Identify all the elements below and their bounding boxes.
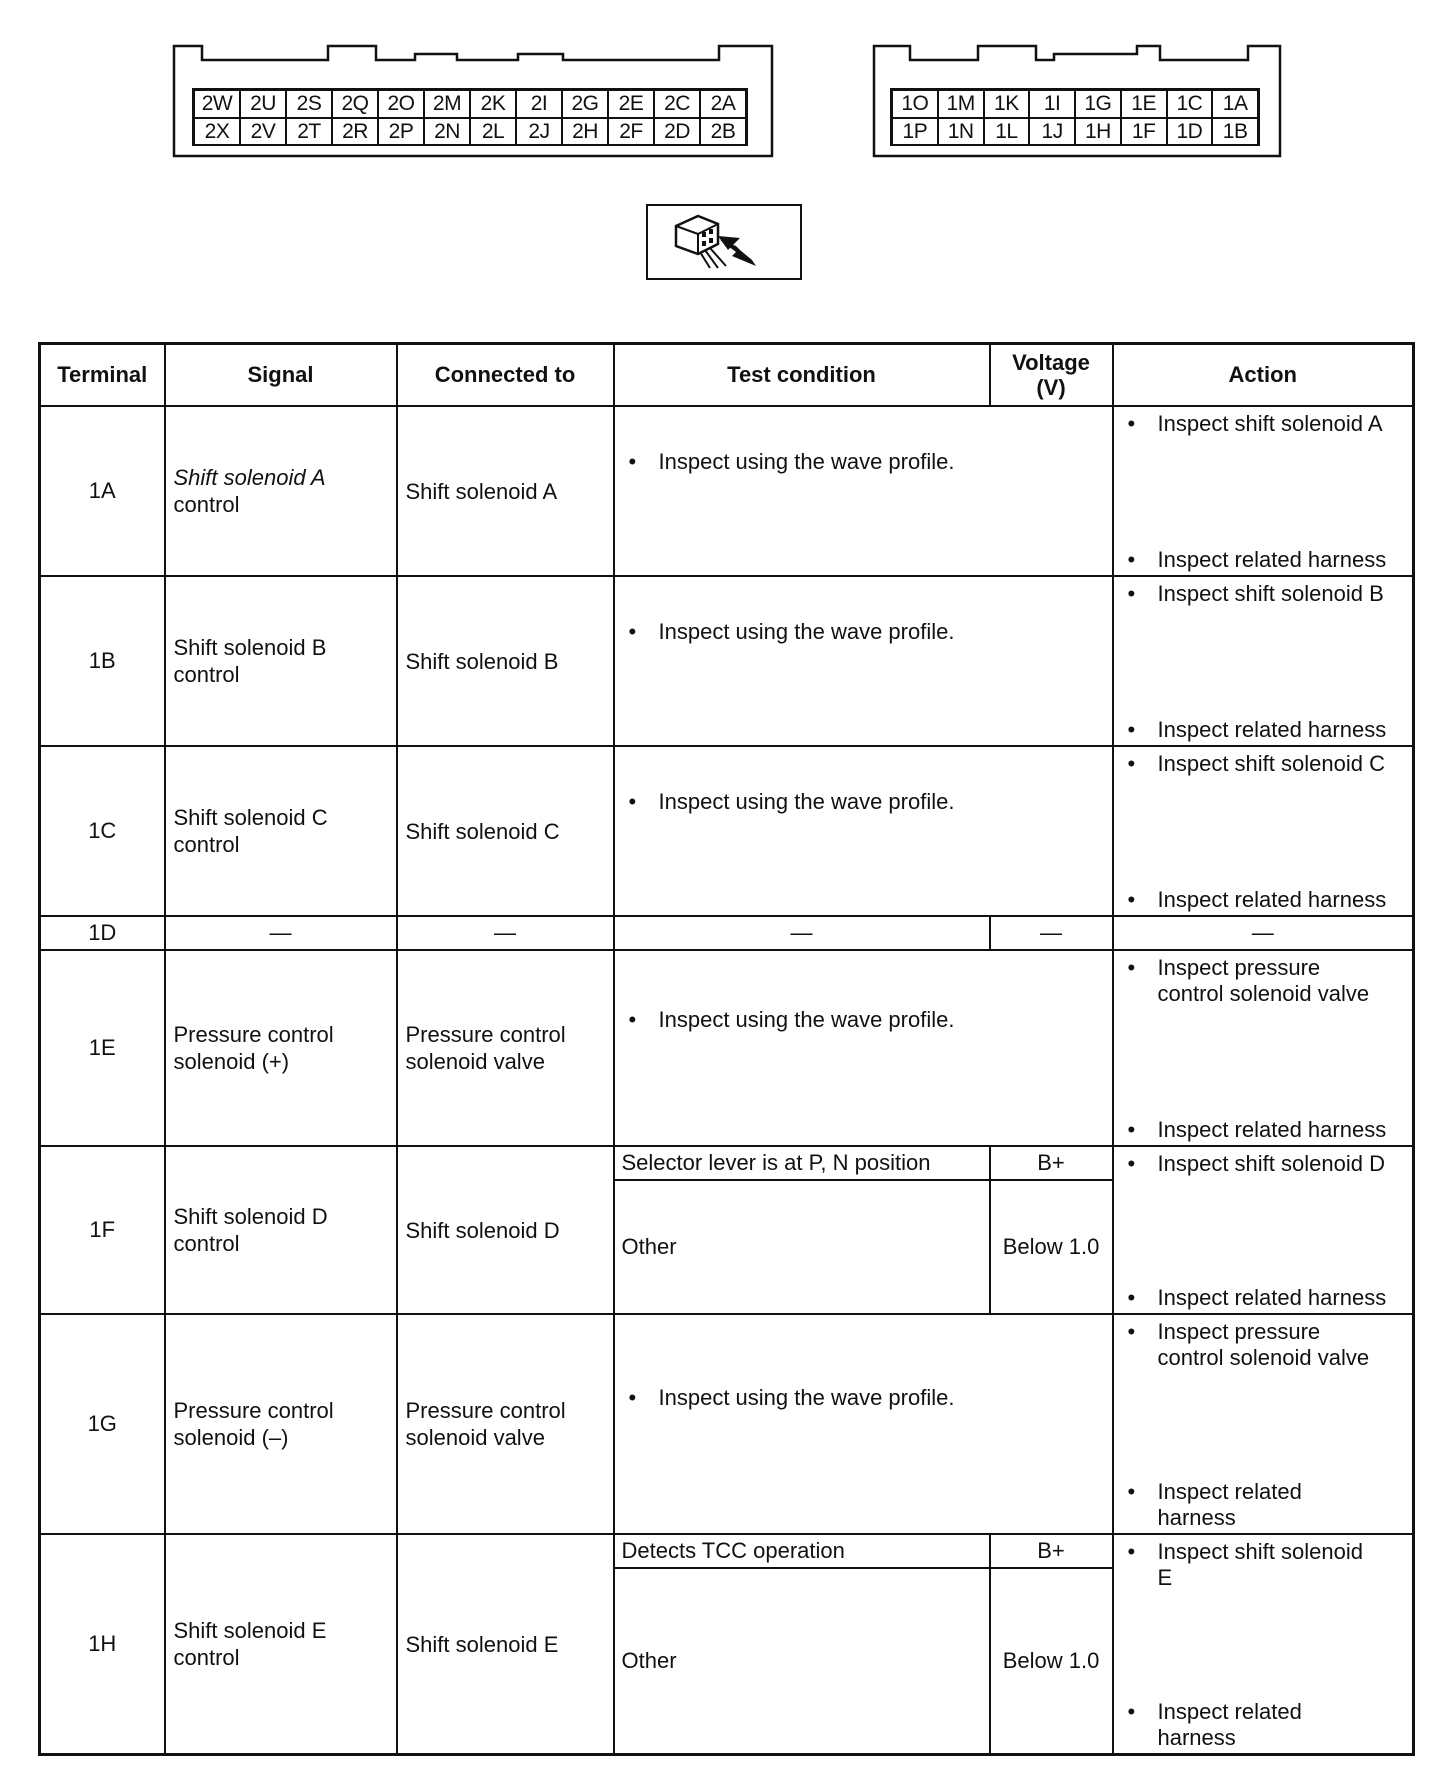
test-text: Inspect using the wave profile. (658, 1007, 955, 1032)
voltage-cell: B+ (990, 1146, 1113, 1180)
signal-line2: solenoid (+) (173, 1049, 290, 1074)
header-action: Action (1113, 344, 1414, 407)
connected-cell: Shift solenoid B (397, 576, 614, 746)
pin: 2P (378, 118, 424, 146)
action-text (1158, 1319, 1370, 1371)
test-text: Inspect using the wave profile. (658, 789, 955, 814)
connected-cell (397, 950, 614, 1146)
pin: 2R (332, 118, 378, 146)
terminal-voltage-table (38, 342, 1415, 1756)
table-header-row (40, 344, 1414, 407)
action-text: Inspect related harness (1157, 887, 1387, 912)
bullet-icon: • (628, 1007, 637, 1032)
action-item (1114, 1535, 1413, 1591)
signal-cell (165, 950, 397, 1146)
terminal-cell: 1C (40, 746, 165, 916)
pin: 1N (938, 118, 984, 146)
connected-cell: Shift solenoid D (397, 1146, 614, 1314)
table-row (40, 406, 1414, 576)
pin: 1E (1121, 90, 1167, 118)
harness-side-view-icon (646, 204, 802, 280)
connector-1-diagram (872, 44, 1282, 158)
action-text: Inspect related harness (1157, 547, 1387, 572)
pin: 1B (1212, 118, 1258, 146)
bullet-icon: • (1127, 581, 1136, 606)
pin: 2X (194, 118, 240, 146)
pin: 1J (1029, 118, 1075, 146)
bullet-icon: • (1127, 955, 1136, 980)
pin: 2H (562, 118, 608, 146)
pin: 1C (1167, 90, 1213, 118)
signal-line1: Shift solenoid C (173, 805, 328, 830)
bullet-icon: • (1127, 1699, 1136, 1724)
terminal-cell: 1B (40, 576, 165, 746)
terminal-cell: 1F (40, 1146, 165, 1314)
action-item (1114, 1475, 1413, 1533)
signal-line1: Shift solenoid E (173, 1618, 327, 1643)
table-row (40, 916, 1414, 950)
condition-cell: Detects TCC operation (614, 1534, 990, 1568)
header-voltage-line2: (V) (1036, 375, 1066, 400)
signal-line1: Shift solenoid D (173, 1204, 328, 1229)
pin: 2F (608, 118, 654, 146)
empty-dash: — (165, 916, 397, 950)
pin: 1P (892, 118, 938, 146)
signal-cell (165, 576, 397, 746)
action-cell (1113, 950, 1414, 1146)
signal-cell (165, 406, 397, 576)
test-condition-cell (614, 1314, 1113, 1534)
terminal-cell: 1H (40, 1534, 165, 1755)
bullet-icon: • (1127, 1479, 1136, 1504)
action-cell (1113, 1534, 1414, 1755)
bullet-icon: • (628, 449, 637, 474)
condition-cell: Other (614, 1180, 990, 1314)
action-item (1114, 1315, 1413, 1371)
signal-line2: solenoid (–) (173, 1425, 289, 1450)
test-condition-cell (614, 406, 1113, 576)
action-item (1114, 713, 1413, 745)
signal-cell (165, 1146, 397, 1314)
voltage-cell: B+ (990, 1534, 1113, 1568)
signal-cell (165, 746, 397, 916)
pin: 2K (470, 90, 516, 118)
bullet-icon: • (1127, 547, 1136, 572)
voltage-cell: Below 1.0 (990, 1180, 1113, 1314)
action-line1: Inspect pressure (1157, 955, 1321, 980)
action-text (1158, 1479, 1302, 1531)
connected-cell: Shift solenoid A (397, 406, 614, 576)
signal-cell (165, 1534, 397, 1755)
connector-2-pins (192, 88, 748, 146)
test-condition-cell (614, 746, 1113, 916)
action-line1: Inspect pressure (1157, 1319, 1321, 1344)
pin: 1F (1121, 118, 1167, 146)
pin: 2M (424, 90, 470, 118)
pin: 2W (194, 90, 240, 118)
connected-line2: solenoid valve (405, 1049, 545, 1074)
header-terminal: Terminal (40, 344, 165, 407)
empty-dash: — (614, 916, 990, 950)
signal-line2: control (173, 662, 240, 687)
bullet-icon: • (628, 789, 637, 814)
pin: 1L (984, 118, 1030, 146)
bullet-icon: • (1127, 751, 1136, 776)
terminal-cell: 1A (40, 406, 165, 576)
pin: 2S (286, 90, 332, 118)
bullet-icon: • (628, 619, 637, 644)
connected-line1: Pressure control (405, 1398, 566, 1423)
bullet-icon: • (1127, 1319, 1136, 1344)
connector-probe-icon (648, 206, 800, 278)
pin: 1A (1212, 90, 1258, 118)
pin: 1D (1167, 118, 1213, 146)
test-text: Inspect using the wave profile. (658, 619, 955, 644)
action-line2: E (1157, 1565, 1173, 1590)
action-text: Inspect shift solenoid B (1157, 581, 1384, 606)
test-condition-cell (614, 950, 1113, 1146)
signal-line1: Shift solenoid B (173, 635, 327, 660)
signal-line2: control (173, 832, 240, 857)
pin: 2A (700, 90, 746, 118)
test-text: Inspect using the wave profile. (658, 449, 955, 474)
action-text: Inspect shift solenoid A (1157, 411, 1383, 436)
action-cell (1113, 576, 1414, 746)
pin: 2U (240, 90, 286, 118)
action-item (1114, 951, 1413, 1007)
table-row (40, 746, 1414, 916)
empty-dash: — (1113, 916, 1414, 950)
action-item (1114, 1113, 1413, 1145)
bullet-icon: • (1127, 887, 1136, 912)
action-text: Inspect shift solenoid D (1157, 1151, 1385, 1176)
pin: 1H (1075, 118, 1121, 146)
connected-cell: Shift solenoid E (397, 1534, 614, 1755)
bullet-icon: • (1127, 1117, 1136, 1142)
pin: 2N (424, 118, 470, 146)
action-line2: control solenoid valve (1157, 981, 1370, 1006)
action-item (1114, 407, 1413, 437)
connected-line1: Pressure control (405, 1022, 566, 1047)
pin: 1O (892, 90, 938, 118)
bullet-icon: • (1127, 1539, 1136, 1564)
table-row (40, 1314, 1414, 1534)
connected-cell: Shift solenoid C (397, 746, 614, 916)
condition-cell: Selector lever is at P, N position (614, 1146, 990, 1180)
test-condition-cell (614, 576, 1113, 746)
pin: 2T (286, 118, 332, 146)
bullet-icon: • (1127, 1151, 1136, 1176)
terminal-cell: 1E (40, 950, 165, 1146)
action-item (1114, 883, 1413, 915)
condition-cell: Other (614, 1568, 990, 1754)
action-text: Inspect related harness (1157, 1285, 1387, 1310)
connector-1-pins (890, 88, 1260, 146)
action-cell (1113, 746, 1414, 916)
terminal-cell: 1G (40, 1314, 165, 1534)
header-signal: Signal (165, 344, 397, 407)
pin: 2L (470, 118, 516, 146)
pin: 1K (984, 90, 1030, 118)
action-item (1114, 1147, 1413, 1177)
action-text (1158, 1539, 1363, 1591)
pin: 2I (516, 90, 562, 118)
pin: 1M (938, 90, 984, 118)
empty-dash: — (990, 916, 1113, 950)
action-item (1114, 1695, 1413, 1753)
signal-line1: Pressure control (173, 1398, 334, 1423)
pin: 2Q (332, 90, 378, 118)
header-connected-to: Connected to (397, 344, 614, 407)
terminal-cell: 1D (40, 916, 165, 950)
pin: 2O (378, 90, 424, 118)
pin: 2E (608, 90, 654, 118)
table-row (40, 1534, 1414, 1568)
signal-cell (165, 1314, 397, 1534)
action-line1: Inspect related (1157, 1479, 1302, 1504)
pin: 1I (1029, 90, 1075, 118)
bullet-icon: • (628, 1385, 637, 1410)
bullet-icon: • (1127, 411, 1136, 436)
action-item (1114, 1281, 1413, 1313)
action-line2: harness (1157, 1725, 1236, 1750)
signal-line2: control (173, 1231, 240, 1256)
action-text (1158, 955, 1370, 1007)
pin: 2C (654, 90, 700, 118)
bullet-icon: • (1127, 1285, 1136, 1310)
bullet-icon: • (1127, 717, 1136, 742)
action-line1: Inspect related (1157, 1699, 1302, 1724)
connected-cell (397, 1314, 614, 1534)
action-item (1114, 577, 1413, 607)
voltage-cell: Below 1.0 (990, 1568, 1113, 1754)
empty-dash: — (397, 916, 614, 950)
action-item (1114, 543, 1413, 575)
connector-2-diagram (172, 44, 774, 158)
test-text: Inspect using the wave profile. (658, 1385, 955, 1410)
signal-line1: Shift solenoid A (173, 465, 326, 490)
table-row (40, 576, 1414, 746)
action-cell (1113, 406, 1414, 576)
action-item (1114, 747, 1413, 777)
action-line2: control solenoid valve (1157, 1345, 1370, 1370)
signal-line2: control (173, 1645, 240, 1670)
action-text: Inspect shift solenoid C (1157, 751, 1385, 776)
pin: 2J (516, 118, 562, 146)
action-text: Inspect related harness (1157, 1117, 1387, 1142)
table-row (40, 950, 1414, 1146)
pin: 1G (1075, 90, 1121, 118)
action-text: Inspect related harness (1157, 717, 1387, 742)
signal-line1: Pressure control (173, 1022, 334, 1047)
pin: 2D (654, 118, 700, 146)
signal-line2: control (173, 492, 240, 517)
action-line2: harness (1157, 1505, 1236, 1530)
header-voltage-line1: Voltage (1012, 350, 1090, 375)
header-test-condition: Test condition (614, 344, 990, 407)
action-cell (1113, 1314, 1414, 1534)
pin: 2V (240, 118, 286, 146)
action-line1: Inspect shift solenoid (1157, 1539, 1363, 1564)
action-cell (1113, 1146, 1414, 1314)
header-voltage (990, 344, 1113, 407)
pin: 2G (562, 90, 608, 118)
table-row (40, 1146, 1414, 1180)
action-text (1158, 1699, 1302, 1751)
pin: 2B (700, 118, 746, 146)
connected-line2: solenoid valve (405, 1425, 545, 1450)
